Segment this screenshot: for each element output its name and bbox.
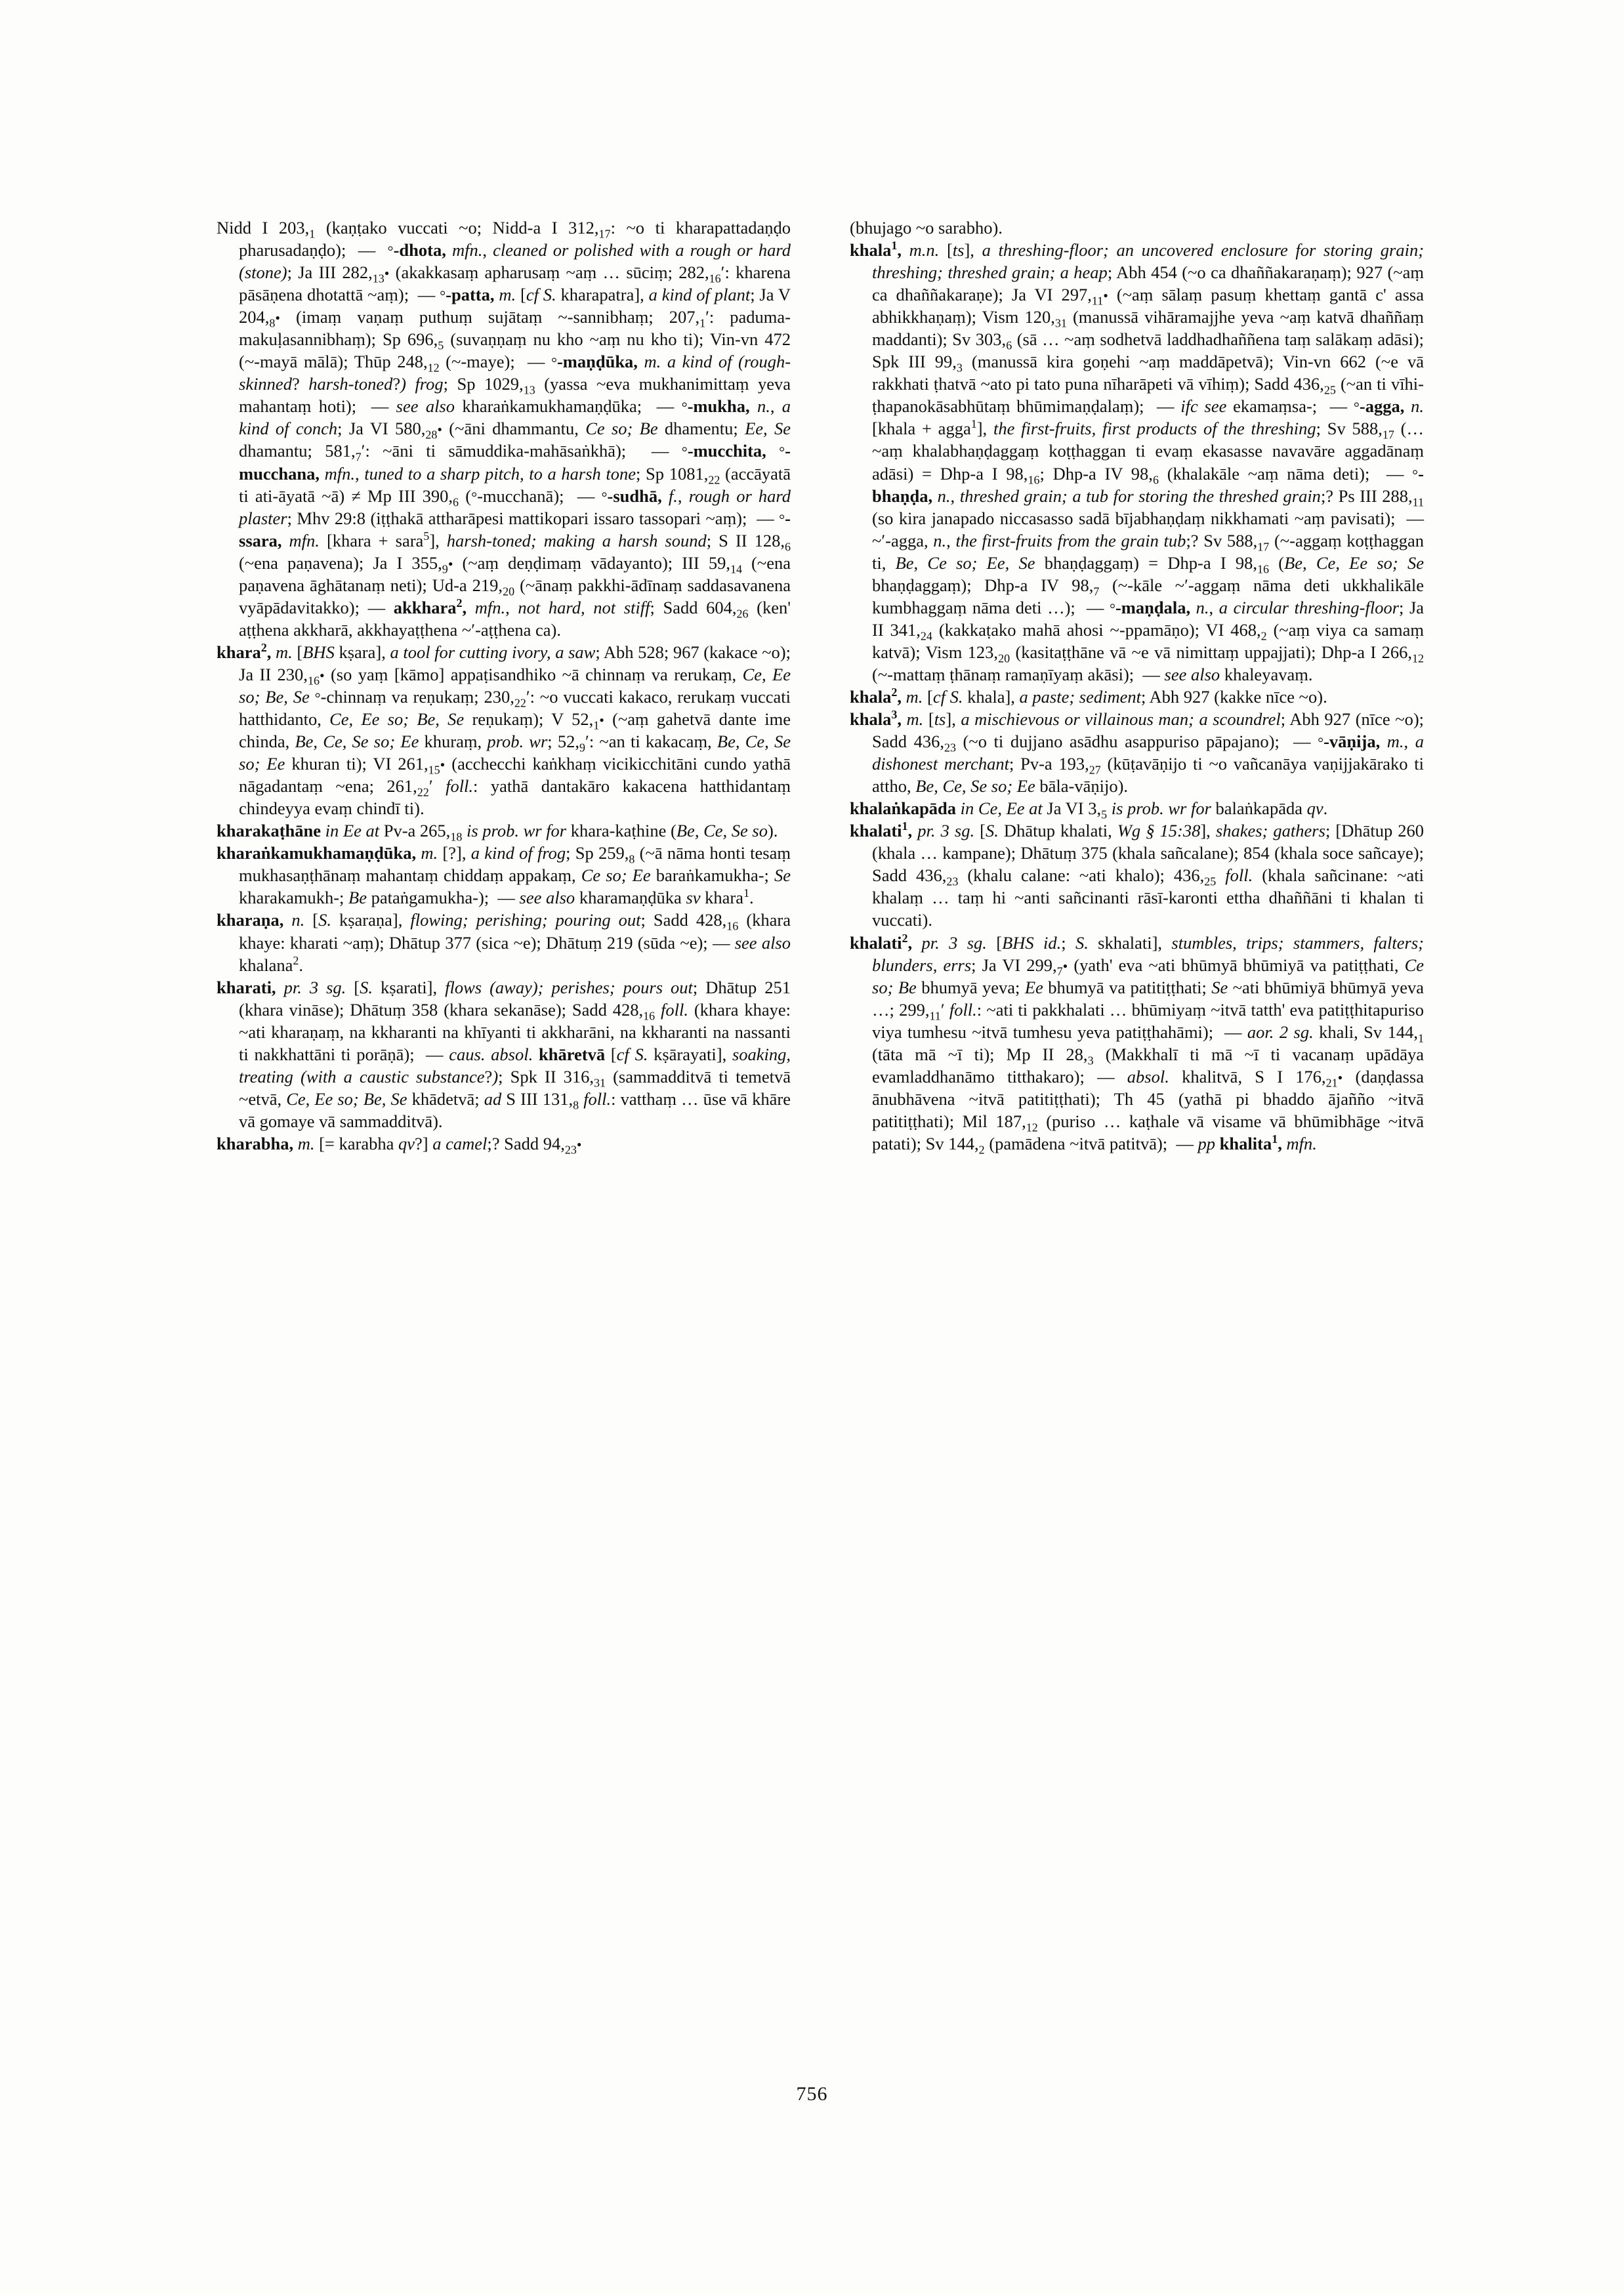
entry-khalankapada: khalaṅkapāda in Ce, Ee at Ja VI $3,_5$ is prob. wr for balaṅkapāda qv. [850,798,1328,821]
entry-khalati2: khalati$^2$, pr. 3 sg. [BHS id.; S. skhalati], stumbles, trips; stammers, falters; blunders, errs; Ja VI $299,_7•$ (yath' eva ~ati bhūmyā bhūmiyā va patiṭṭhati, Ce so; Be bhumyā yeva; Ee bhumyā va patitiṭṭhati; Se ~ati bhūmiyā bhūmyā yeva …; $299,_{11}'$ foll.: ~ati ti pakkhalati … bhūmiyaṃ ~itvā tatth' eva patiṭṭhitapuriso viya tumhesu ~itvā tumhesu yeva patiṭṭhahāmi); — aor. 2 sg. khali, Sv $144,_1$ (tāta mā ~ī ti); Mp II $28,_3$ (Makkhalī ti mā ~ī ti vacanaṃ upādāya evamladdhanāmo titthakaro); — absol. khalitvā, S I $176,_{21}•$ (daṇḍassa ānubhāvena ~itvā patitiṭṭhati); Th 45 (yathā pi bhaddo ājañño ~itvā patitiṭṭhati); Mil $187,_{12}$ (puriso … kaṭhale vā visame vā bhūmibhāge ~itvā patati); Sv $144,_2$ (pamādena ~itvā patitvā); — pp khalita$^1$, mfn. [850,931,1424,1157]
two-column-text-body [217,217,1424,1155]
entry-kharati: kharati, pr. 3 sg. [S. kṣarati], flows (away); perishes; pours out; Dhātup 251 (khara vināse); Dhātuṃ 358 (khara sekanāse); Sadd $428,_{16}$ foll. (khara khaye: ~ati kharaṇaṃ, na kkharanti na khīyanti ti akkharāni, na kkharanti na nassanti ti nakkhattāni ti porāṇā); — caus. absol. khāretvā [cf S. kṣārayati], soaking, treating (with a caustic substance?); Spk II $316,_{31}$ (sammadditvā ti temetvā ~etvā, Ce, Ee so; Be, Se khādetvā; ad S III $131,_8$ foll.: vatthaṃ … ūse vā khāre vā gomaye vā sammadditvā). [217,977,791,1131]
entry-bhujago-continuation: (bhujago ~o sarabho). [850,218,1003,238]
entry-nidd-continuation: Nidd I $203,_1$ (kaṇṭako vuccati ~o; Nidd-a I $312,_{17}$: ~o ti kharapattadaṇḍo pharusadaṇḍo); — °-dhota, mfn., cleaned or polished with a rough or hard (stone); Ja III $282,_{13}•$ (akakkasaṃ apharusaṃ ~aṃ … sūciṃ; $282,_{16}'$: kharena pāsāṇena dhotattā ~aṃ); — °-patta, m. [cf S. kharapatra], a kind of plant; Ja V $204,_8•$ (imaṃ vaṇaṃ puthuṃ sujātaṃ ~-sannibhaṃ; $207,_1'$: paduma-makuḷasannibhaṃ); Sp $696,_5$ (suvaṇṇaṃ nu kho ~aṃ nu kho ti); Vin-vn 472 (~-mayā mālā); Thūp $248,_{12}$ (~-maye); — °-maṇḍūka, m. a kind of (rough-skinned? harsh-toned?) frog; Sp $1029,_{13}$ (yassa ~eva mukhanimittaṃ yeva mahantaṃ hoti); — see also kharaṅkamukhamaṇḍūka; — °-mukha, n., a kind of conch; Ja VI $580,_{28}•$ (~āni dhammantu, Ce so; Be dhamentu; Ee, Se dhamantu; $581,_7'$: ~āni ti sāmuddika-mahāsaṅkhā); — °-mucchita, °-mucchana, mfn., tuned to a sharp pitch, to a harsh tone; Sp $1081,_{22}$ (accāyatā ti ati-āyatā ~ā) ≠ Mp III $390,_6$ (°-mucchanā); — °-sudhā, f., rough or hard plaster; Mhv 29:8 (iṭṭhakā attharāpesi mattikopari issaro tassopari ~aṃ); — °-ssara, mfn. [khara + sara$^5$], harsh-toned; making a harsh sound; S II $128,_6$ (~ena paṇavena); Ja I $355,_9•$ (~aṃ deṇḍimaṃ vādayanto); III $59,_{14}$ (~ena paṇavena āghātanaṃ neti); Ud-a $219,_{20}$ (~ānaṃ pakkhi-ādīnaṃ saddasavanena vyāpādavitakko); — akkhara$^2$, mfn., not hard, not stiff; Sadd $604,_{26}$ (ken' aṭṭhena akkharā, akkhayaṭṭhena ~′-aṭṭhena ca). [217,218,791,640]
page-number: 756 [796,2083,828,2105]
entry-khalati1: khalati$^1$, pr. 3 sg. [S. Dhātup khalati, Wg § 15:38], shakes; gathers; [Dhātup 260 (khala … kampane); Dhātuṃ 375 (khala sañcalane); 854 (khala soce sañcaye); Sadd $436,_{23}$ (khalu calane: ~ati khalo); $436,_{25}$ foll. (khala sañcinane: ~ati khalaṃ … taṃ hi ~anti sañcinanti rāsī-karonti ettha dhaññāni ti khalan ti vuccati). [850,819,1425,930]
entry-khala3: khala$^3$, m. [ts], a mischievous or villainous man; a scoundrel; Abh 927 (nīce ~o); Sadd $436,_{23}$ (~o ti dujjano asādhu asappuriso pāpajano); — °-vāṇija, m., a dishonest merchant; Pv-a $193,_{27}$ (kūṭavāṇijo ti ~o vañcanāya vaṇijjakārako ti attho, Be, Ce, Se so; Ee bāla-vāṇijo). [850,708,1425,796]
left-column [217,217,791,1155]
entry-kharankamukhamanduka: kharaṅkamukhamaṇḍūka, m. [?], a kind of frog; Sp $259,_8$ (~ā nāma honti tesaṃ mukhasaṇṭhānaṃ mahantaṃ chiddaṃ appakaṃ, Ce so; Ee baraṅkamukha-; Se kharakamukh-; Be pataṅgamukha-); — see also kharamaṇḍūka sv khara$^1$. [217,843,791,908]
entry-khala2: khala$^2$, m. [cf S. khala], a paste; sediment; Abh 927 (kakke nīce ~o). [850,686,1327,707]
entry-kharana: kharaṇa, n. [S. kṣaraṇa], flowing; perishing; pouring out; Sadd $428,_{16}$ (khara khaye: kharati ~aṃ); Dhātup 377 (sica ~e); Dhātuṃ 219 (sūda ~e); — see also khalana$^2$. [217,910,791,975]
entry-khara2: khara$^2$, m. [BHS kṣara], a tool for cutting ivory, a saw; Abh 528; 967 (kakace ~o); Ja II $230,_{16}•$ (so yaṃ [kāmo] appaṭisandhiko ~ā chinnaṃ va rerukaṃ, Ce, Ee so; Be, Se °-chinnaṃ va reṇukaṃ; $230,_{22}'$: ~o vuccati kakaco, rerukaṃ vuccati hatthidanto, Ce, Ee so; Be, Se reṇukaṃ); V $52,_1•$ (~aṃ gahetvā dante ime chinda, Be, Ce, Se so; Ee khuraṃ, prob. wr; $52,_9'$: ~an ti kakacaṃ, Be, Ce, Se so; Ee khuran ti); VI $261,_{15}•$ (acchecchi kaṅkhaṃ vicikicchitāni cundo yathā nāgadantaṃ ~ena; $261,_{22}'$ foll.: yathā dantakāro kakacena hatthidantaṃ chindeyya evaṃ chindī ti). [217,641,791,819]
entry-kharabha: kharabha, m. [= karabha qv?] a camel;? Sadd $94,_{23}•$ [217,1133,582,1157]
entry-kharakathane: kharakaṭhāne in Ee at Pv-a $265,_{18}$ is prob. wr for khara-kaṭhine (Be, Ce, Se so). [217,821,778,844]
right-column [850,217,1424,1155]
entry-khala1: khala$^1$, m.n. [ts], a threshing-floor; an uncovered enclosure for storing grain; threshing; threshed grain; a heap; Abh 454 (~o ca dhaññakaraṇaṃ); 927 (~aṃ ca dhaññakaraṇe); Ja VI $297,_{11}•$ (~aṃ sālaṃ pasuṃ khettaṃ gantā c' assa abhikkhaṇaṃ); Vism $120,_{31}$ (manussā vihāramajjhe yeva ~aṃ katvā dhaññaṃ maddanti); Sv $303,_6$ (sā … ~aṃ sodhetvā laddhadhaññena taṃ salākaṃ adāsi); Spk III $99,_3$ (manussā kira goṇehi ~aṃ maddāpetvā); Vin-vn 662 (~e vā rakkhati ṭhatvā ~ato pi tato puna nīharāpeti vā vīhiṃ); Sadd $436,_{25}$ (~an ti vīhi-ṭhapanokāsabhūtaṃ bhūmimaṇḍalaṃ); — ifc see ekamaṃsa-; — °-agga, n. [khala + agga$^1$], the first-fruits, first products of the threshing; Sv $588,_{17}$ (… ~aṃ khalabhaṇḍaggaṃ koṭṭhaggan ti evaṃ ekasasse navavāre aggadānaṃ adāsi) = Dhp-a I $98,_{16}$; Dhp-a IV $98,_6$ (khalakāle ~aṃ nāma deti); — °-bhaṇḍa, n., threshed grain; a tub for storing the threshed grain;? Ps III $288,_{11}$ (so kira janapado niccasasso sadā bījabhaṇḍaṃ nikkhamati ~aṃ pavisati); — ~′-agga, n., the first-fruits from the grain tub;? Sv $588,_{17}$ (~-aggaṃ koṭṭhaggan ti, Be, Ce so; Ee, Se bhaṇḍaggaṃ) = Dhp-a I $98,_{16}$ (Be, Ce, Ee so; Se bhaṇḍaggaṃ); Dhp-a IV $98,_7$ (~-kāle ~′-aggaṃ nāma deti ukkhalikāle kumbhaggaṃ nāma deti …); — °-maṇḍala, n., a circular threshing-floor; Ja II $341,_{24}$ (kakkaṭako mahā ahosi ~-ppamāṇo); VI $468,_2$ (~aṃ viya ca samaṃ katvā); Vism $123,_{20}$ (kasitaṭṭhāne vā ~e vā nimittaṃ uppajjati); Dhp-a I $266,_{12}$ (~-mattaṃ ṭhānaṃ ramaṇīyaṃ akāsi); — see also khaleyavaṃ. [850,239,1425,684]
